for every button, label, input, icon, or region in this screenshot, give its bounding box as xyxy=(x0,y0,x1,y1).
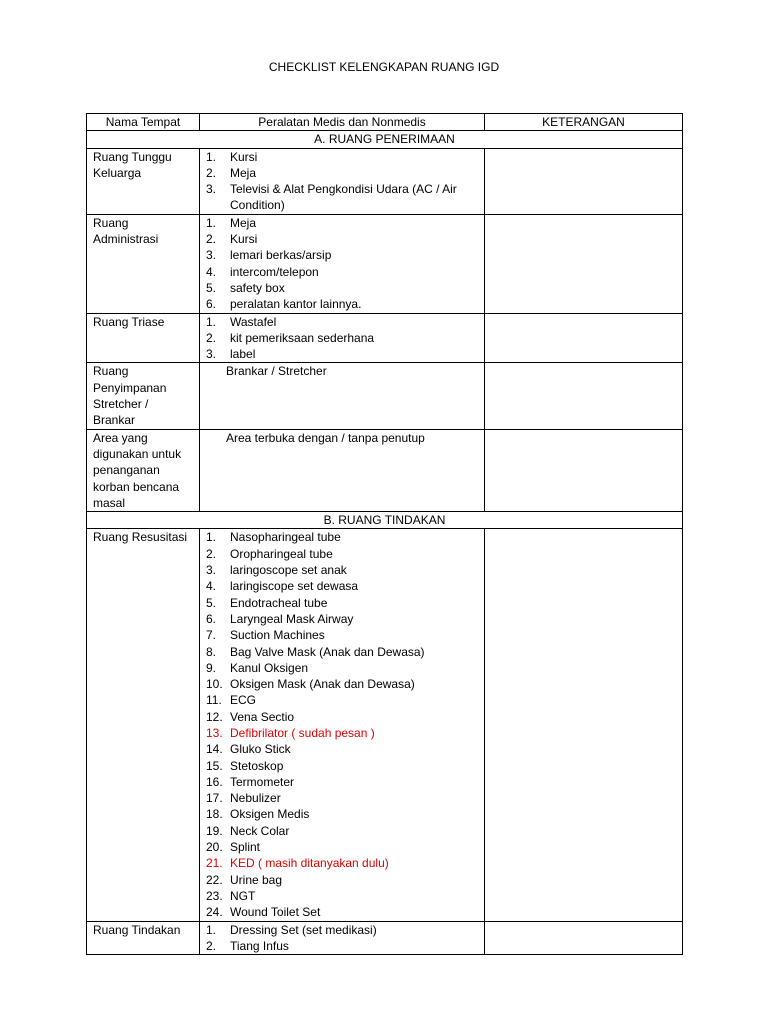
table-row xyxy=(87,214,683,313)
section-title: A. RUANG PENERIMAAN xyxy=(87,131,683,148)
item-number: 11. xyxy=(206,693,222,708)
place-cell: Ruang Triase xyxy=(87,313,200,363)
equipment-list xyxy=(206,314,478,363)
item-label: Nebulizer xyxy=(230,791,281,806)
equipment-item xyxy=(206,872,478,888)
place-cell: Ruang Tunggu Keluarga xyxy=(87,148,200,214)
equipment-cell xyxy=(200,214,485,313)
item-number: 6. xyxy=(206,611,217,626)
equipment-item xyxy=(206,790,478,806)
item-number: 1. xyxy=(206,215,217,230)
table-row xyxy=(87,921,683,955)
item-number: 15. xyxy=(206,758,223,773)
table-row xyxy=(87,529,683,921)
equipment-item xyxy=(206,627,478,643)
item-label: NGT xyxy=(230,888,256,903)
item-number: 14. xyxy=(206,742,223,757)
equipment-item xyxy=(206,823,478,839)
equipment-cell xyxy=(200,921,485,955)
item-label: Suction Machines xyxy=(230,628,325,643)
item-label: Gluko Stick xyxy=(230,742,291,757)
section-row-tindakan xyxy=(87,512,683,529)
item-number: 2. xyxy=(206,232,217,247)
item-number: 17. xyxy=(206,791,223,806)
equipment-cell xyxy=(200,529,485,921)
equipment-item xyxy=(206,247,478,263)
equipment-list xyxy=(206,149,478,214)
equipment-item xyxy=(206,741,478,757)
place-cell: Ruang Tindakan xyxy=(87,921,200,955)
item-number: 23. xyxy=(206,888,223,903)
item-number: 2. xyxy=(206,938,217,953)
section-row-penerimaan xyxy=(87,131,683,148)
equipment-item xyxy=(206,562,478,578)
item-label: Laryngeal Mask Airway xyxy=(230,611,354,626)
item-number: 9. xyxy=(206,660,217,675)
item-number: 1. xyxy=(206,530,217,545)
equipment-item xyxy=(206,165,478,181)
item-label: Stetoskop xyxy=(230,758,284,773)
equipment-item xyxy=(206,644,478,660)
item-label: peralatan kantor lainnya. xyxy=(230,297,362,312)
equipment-item xyxy=(206,839,478,855)
equipment-list xyxy=(206,922,478,955)
equipment-item xyxy=(206,149,478,165)
item-label: Oksigen Medis xyxy=(230,807,310,822)
item-label: Meja xyxy=(230,215,257,230)
item-label: Dressing Set (set medikasi) xyxy=(230,922,377,937)
table-row xyxy=(87,429,683,511)
item-number: 20. xyxy=(206,840,223,855)
item-label: KED ( masih ditanyakan dulu) xyxy=(230,856,389,871)
item-number: 21. xyxy=(206,856,223,871)
keterangan-cell[interactable] xyxy=(485,529,683,921)
equipment-item xyxy=(206,346,478,362)
equipment-item xyxy=(206,529,478,545)
equipment-item xyxy=(206,660,478,676)
header-row xyxy=(87,114,683,131)
equipment-item xyxy=(206,774,478,790)
place-cell: Ruang Administrasi xyxy=(87,214,200,313)
item-label: Neck Colar xyxy=(230,823,290,838)
item-label: Wastafel xyxy=(230,314,277,329)
item-label: intercom/telepon xyxy=(230,264,319,279)
equipment-item xyxy=(206,314,478,330)
equipment-item xyxy=(206,181,478,214)
header-keterangan: KETERANGAN xyxy=(485,114,683,131)
item-number: 1. xyxy=(206,149,217,164)
item-number: 8. xyxy=(206,644,217,659)
table-row xyxy=(87,148,683,214)
item-label: safety box xyxy=(230,280,285,295)
equipment-item xyxy=(206,758,478,774)
equipment-cell: Brankar / Stretcher xyxy=(200,363,485,429)
equipment-item xyxy=(206,692,478,708)
item-number: 4. xyxy=(206,579,217,594)
table-row xyxy=(87,313,683,363)
equipment-item xyxy=(206,922,478,938)
equipment-item xyxy=(206,280,478,296)
item-label: Televisi & Alat Pengkondisi Udara (AC / Air Condition) xyxy=(230,182,457,213)
item-label: Meja xyxy=(230,165,257,180)
item-number: 4. xyxy=(206,264,217,279)
keterangan-cell[interactable] xyxy=(485,921,683,955)
equipment-item xyxy=(206,330,478,346)
item-number: 12. xyxy=(206,709,223,724)
equipment-item xyxy=(206,904,478,920)
item-label: laringiscope set dewasa xyxy=(230,579,359,594)
keterangan-cell[interactable] xyxy=(485,313,683,363)
item-label: ECG xyxy=(230,693,257,708)
header-peralatan: Peralatan Medis dan Nonmedis xyxy=(200,114,485,131)
item-label: Tiang Infus xyxy=(230,938,289,953)
equipment-item xyxy=(206,546,478,562)
equipment-list xyxy=(206,215,478,313)
item-label: label xyxy=(230,347,256,362)
item-label: Nasopharingeal tube xyxy=(230,530,341,545)
equipment-item xyxy=(206,264,478,280)
item-label: Kanul Oksigen xyxy=(230,660,309,675)
item-label: kit pemeriksaan sederhana xyxy=(230,330,375,345)
equipment-cell xyxy=(200,313,485,363)
place-cell: Ruang Penyimpanan Stretcher / Brankar xyxy=(87,363,200,429)
item-number: 24. xyxy=(206,905,223,920)
item-number: 2. xyxy=(206,330,217,345)
item-label: Defibrilator ( sudah pesan ) xyxy=(230,725,375,740)
equipment-item xyxy=(206,215,478,231)
item-number: 3. xyxy=(206,248,217,263)
equipment-item xyxy=(206,231,478,247)
item-label: Kursi xyxy=(230,149,258,164)
item-number: 18. xyxy=(206,807,223,822)
item-number: 22. xyxy=(206,872,223,887)
item-number: 5. xyxy=(206,595,217,610)
item-number: 13. xyxy=(206,725,223,740)
item-label: Termometer xyxy=(230,774,295,789)
item-number: 3. xyxy=(206,182,217,197)
place-cell: Area yang digunakan untuk penanganan korban bencana masal xyxy=(87,429,200,511)
equipment-item xyxy=(206,938,478,954)
item-number: 16. xyxy=(206,774,223,789)
item-number: 10. xyxy=(206,677,223,692)
section-title: B. RUANG TINDAKAN xyxy=(87,512,683,529)
checklist-table xyxy=(86,113,683,955)
keterangan-cell[interactable] xyxy=(485,429,683,511)
item-number: 1. xyxy=(206,314,217,329)
item-number: 2. xyxy=(206,165,217,180)
item-label: Kursi xyxy=(230,232,258,247)
item-label: Wound Toilet Set xyxy=(230,905,321,920)
keterangan-cell[interactable] xyxy=(485,148,683,214)
item-number: 19. xyxy=(206,823,223,838)
item-number: 1. xyxy=(206,922,217,937)
item-number: 3. xyxy=(206,563,217,578)
equipment-item xyxy=(206,709,478,725)
equipment-cell: Area terbuka dengan / tanpa penutup xyxy=(200,429,485,511)
keterangan-cell[interactable] xyxy=(485,214,683,313)
table-row xyxy=(87,363,683,429)
equipment-item xyxy=(206,806,478,822)
equipment-item xyxy=(206,888,478,904)
equipment-item xyxy=(206,578,478,594)
item-label: Oropharingeal tube xyxy=(230,546,333,561)
equipment-item xyxy=(206,611,478,627)
equipment-list xyxy=(206,529,478,920)
item-label: laringoscope set anak xyxy=(230,563,347,578)
item-label: Bag Valve Mask (Anak dan Dewasa) xyxy=(230,644,425,659)
item-label: Endotracheal tube xyxy=(230,595,328,610)
keterangan-cell[interactable] xyxy=(485,363,683,429)
equipment-item xyxy=(206,855,478,871)
equipment-item xyxy=(206,595,478,611)
item-number: 5. xyxy=(206,280,217,295)
item-number: 6. xyxy=(206,297,217,312)
place-cell: Ruang Resusitasi xyxy=(87,529,200,921)
equipment-item xyxy=(206,676,478,692)
item-label: lemari berkas/arsip xyxy=(230,248,332,263)
item-number: 7. xyxy=(206,628,217,643)
equipment-item xyxy=(206,296,478,312)
document-title: CHECKLIST KELENGKAPAN RUANG IGD xyxy=(268,60,500,74)
header-nama-tempat: Nama Tempat xyxy=(87,114,200,131)
item-number: 3. xyxy=(206,347,217,362)
item-label: Vena Sectio xyxy=(230,709,295,724)
item-label: Urine bag xyxy=(230,872,283,887)
equipment-cell xyxy=(200,148,485,214)
item-label: Oksigen Mask (Anak dan Dewasa) xyxy=(230,677,415,692)
item-number: 2. xyxy=(206,546,217,561)
item-label: Splint xyxy=(230,840,261,855)
equipment-item xyxy=(206,725,478,741)
